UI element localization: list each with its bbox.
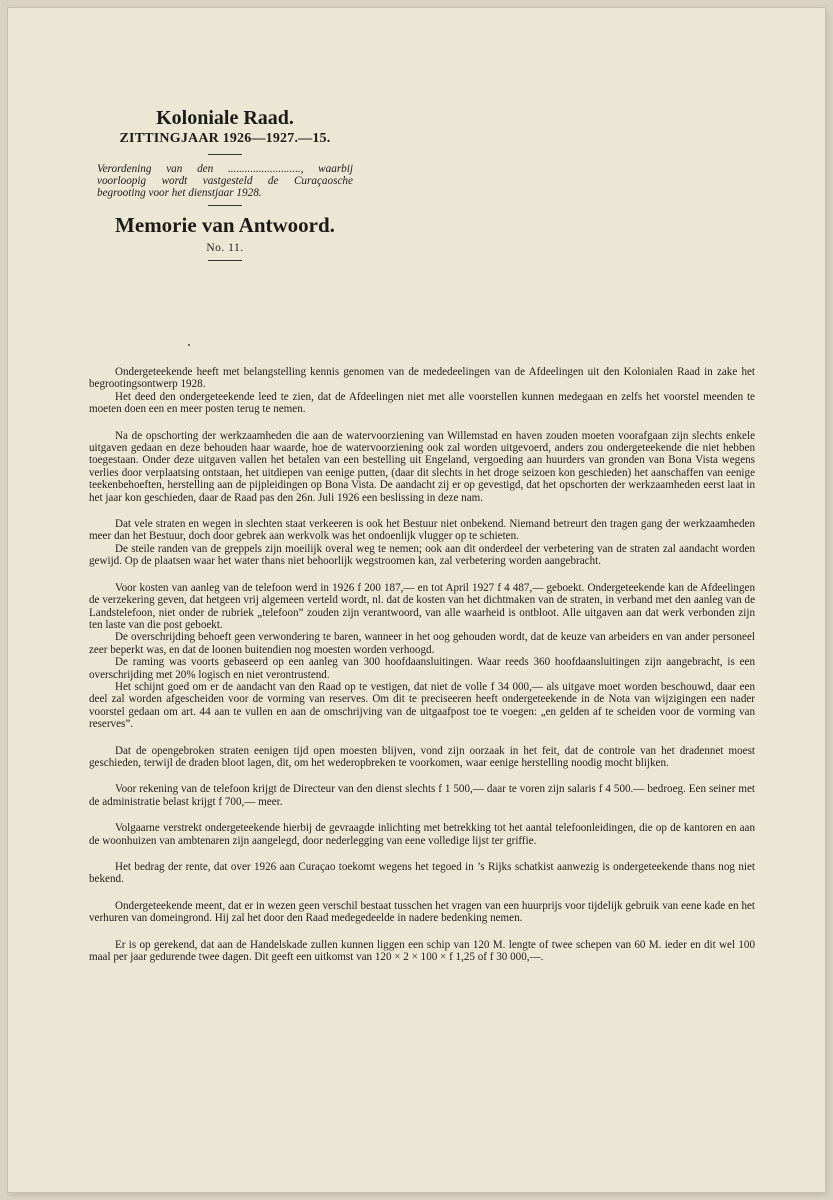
paragraph: De steile randen van de greppels zijn moeilijk overal weg te nemen; ook aan dit onderdeel der verbetering van de straten zal aandacht worden gewijd. Op de plaatsen waar het water thans niet behoorlijk wegstroomen kan, zal verbetering worden aangebracht. (89, 542, 755, 568)
paragraph: Voor rekening van de telefoon krijgt de Directeur van den dienst slechts f 1 500,— daar te voren zijn salaris f 4 500.— bedroeg. Een seiner met de administratie belast krijgt f 700,— meer. (89, 783, 755, 808)
divider (208, 260, 242, 261)
session-year: ZITTINGJAAR 1926—1927.—15. (119, 131, 331, 146)
paragraph: Er is op gerekend, dat aan de Handelskade zullen kunnen liggen een schip van 120 M. lengte of twee schepen van 60 M. ieder en dit wel 100 maal per jaar gedurende twee dagen. Dit geeft een uitkomst van 120 × 2 × 100 × f 1,25 of f 30 000,—. (89, 938, 755, 964)
paragraph: Ondergeteekende meent, dat er in wezen geen verschil bestaat tusschen het vragen van een huurprijs voor tijdelijk gebruik van eene kade en het verhuren van domeingrond. Hij zal het door den Raad medegedeelde in nadere bedenking nemen. (89, 899, 755, 925)
print-speck (188, 344, 190, 346)
ordinance-title: Verordening van den .........................., waarbij voorloopig wordt vastgesteld de Curaçaosche begrooting voor het dienstjaar 1928. (97, 163, 353, 199)
divider (208, 154, 242, 155)
council-title: Koloniale Raad. (156, 107, 294, 129)
paragraph: Na de opschorting der werkzaamheden die aan de watervoorziening van Willemstad en haven zouden moeten voorafgaan zijn slechts enkele uitgaven gedaan en deze behouden haar waarde, hoe de watervoorziening ook zal worden uitgevoerd, anders zou ondergeteekende die niet hebben toegestaan. Onder deze uitgaven vallen het betalen van een bestelling uit Engeland, vergoeding aan huurders van gronden van Bona Vista wegens verlies door verplaatsing ontstaan, het uitdiepen van eenige putten, (daar dit slechts in het droge seizoen kon geschieden) het aanschaffen van eenige teekenbehoeften, herstelling aan de pijpleidingen op Bona Vista. De aandacht zij er op gevestigd, dat het opschorten der werkzaamheden eerst laat in het jaar kon geschieden, daar de Raad pas den 26n. Juli 1926 een beslissing in deze nam. (89, 429, 755, 504)
paragraph: De overschrijding behoeft geen verwondering te baren, wanneer in het oog gehouden wordt, dat de keuze van arbeiders en van ander personeel zeer beperkt was, en dat de loonen buitendien nog moesten worden verhoogd. (89, 631, 755, 656)
memo-body (89, 366, 755, 963)
paragraph: De raming was voorts gebaseerd op een aanleg van 300 hoofdaansluitingen. Waar reeds 360 hoofdaansluitingen zijn aangebracht, is een overschrijding met 20% logisch en niet verontrustend. (89, 656, 755, 681)
paragraph: Het schijnt goed om er de aandacht van den Raad op te vestigen, dat niet de volle f 34 000,— als uitgave moet worden beschouwd, daar een deel zal worden afgescheiden voor de vorming van reserves. Om dit te preciseeren heeft ondergeteekende in de Nota van wijzigingen een nader voorstel gedaan om art. 44 aan te vullen en aan de omschrijving van de uitgaafpost toe te voegen: „en gelden af te scheiden voor de vorming van reserves”. (89, 680, 755, 731)
document-header (80, 106, 370, 267)
paragraph: Dat de opengebroken straten eenigen tijd open moesten blijven, vond zijn oorzaak in het feit, dat de controle van het dradennet moest geschieden, terwijl de draden bloot lagen, dit, om het wederopbreken te voorkomen, waar eenige herstelling noodig mocht blijken. (89, 744, 755, 769)
paragraph: Voor kosten van aanleg van de telefoon werd in 1926 f 200 187,— en tot April 1927 f 4 487,— geboekt. Ondergeteekende kan de Afdeelingen de verzekering geven, dat hetgeen vrij algemeen verteld wordt, nl. dat de kosten van het dichtmaken van de straten, in verband met den aanleg van de Landstelefoon, niet onder de rubriek „telefoon” zouden zijn verantwoord, van alle waarheid is ontbloot. Alle uitgaven aan dat werk verbonden zijn ten laste van die post geboekt. (89, 581, 755, 631)
paragraph: Volgaarne verstrekt ondergeteekende hierbij de gevraagde inlichting met betrekking tot het aantal telefoonleidingen, die op de kantoren en aan de woonhuizen van ambtenaren zijn aangelegd, door nederlegging van eene volledige lijst ter griffie. (89, 822, 755, 847)
document-number: No. 11. (206, 242, 244, 254)
document-page (8, 8, 825, 1192)
paragraph: Het deed den ondergeteekende leed te zien, dat de Afdeelingen niet met alle voorstellen kunnen medegaan en zelfs het voorstel meenden te moeten doen een en meer posten terug te nemen. (89, 390, 755, 416)
paragraph: Dat vele straten en wegen in slechten staat verkeeren is ook het Bestuur niet onbekend. Niemand betreurt den tragen gang der werkzaamheden meer dan het Bestuur, doch door gebrek aan werkvolk was het ondoenlijk vlugger op te schieten. (89, 518, 755, 543)
memo-title: Memorie van Antwoord. (115, 213, 335, 237)
paragraph: Het bedrag der rente, dat over 1926 aan Curaçao toekomt wegens het tegoed in ’s Rijks schatkist aanwezig is ondergeteekende thans nog niet bekend. (89, 861, 755, 886)
divider (208, 205, 242, 206)
paragraph: Ondergeteekende heeft met belangstelling kennis genomen van de mededeelingen van de Afdeelingen uit den Kolonialen Raad in zake het begrootingsontwerp 1928. (89, 366, 755, 391)
